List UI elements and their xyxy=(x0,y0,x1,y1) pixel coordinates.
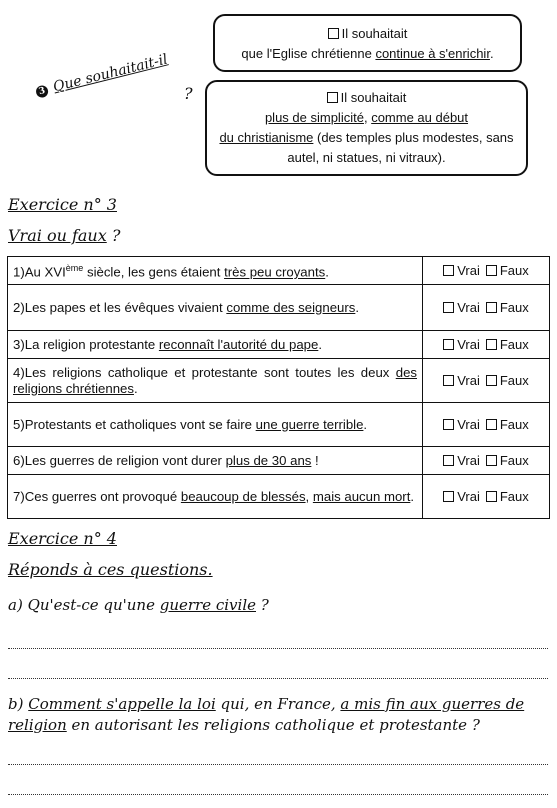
true-checkbox[interactable] xyxy=(443,375,454,386)
true-label: Vrai xyxy=(457,299,480,315)
options-cell xyxy=(423,257,550,285)
statement-text: Les papes et les évêques vivaient xyxy=(24,299,227,315)
option-a-label: Il souhaitait xyxy=(341,26,408,41)
true-label: Vrai xyxy=(457,372,480,388)
answer-line[interactable] xyxy=(8,678,548,679)
row-number: 5) xyxy=(13,416,25,432)
statement-underlined: des religions chrétiennes xyxy=(13,364,417,396)
row-number: 3) xyxy=(13,336,25,352)
option-a-box xyxy=(213,14,522,72)
question-b-prefix: b) xyxy=(8,695,29,713)
option-b-underlined-1: plus de simplicité xyxy=(264,110,364,125)
statement-underlined: plus de 30 ans xyxy=(225,452,312,468)
statement-text: , xyxy=(305,488,313,504)
answer-line[interactable] xyxy=(8,764,548,765)
table-row xyxy=(8,359,550,403)
row-number: 1) xyxy=(13,264,25,280)
statement-text: . xyxy=(325,264,329,280)
question-b-text-end: en autorisant les religions catholique et protestante ? xyxy=(66,716,480,734)
question-b-underlined-2: a mis fin aux guerres de religion xyxy=(8,695,525,734)
exercise-3-subtitle-text: Vrai ou faux xyxy=(8,226,107,245)
option-a-period: . xyxy=(489,46,494,61)
question-3-label: Que souhaitait-il xyxy=(51,51,170,96)
true-checkbox[interactable] xyxy=(443,491,454,502)
true-checkbox[interactable] xyxy=(443,419,454,430)
true-checkbox[interactable] xyxy=(443,455,454,466)
false-label: Faux xyxy=(499,488,529,504)
row-number: 6) xyxy=(13,452,25,468)
statement-cell xyxy=(8,257,423,285)
table-row xyxy=(8,285,550,331)
statement-cell xyxy=(8,331,423,359)
option-b-label: Il souhaitait xyxy=(340,90,407,105)
true-checkbox[interactable] xyxy=(443,302,454,313)
statement-text: . xyxy=(318,336,322,352)
row-number: 7) xyxy=(13,488,25,504)
option-b-underlined-3: du christianisme xyxy=(219,130,314,145)
statement-underlined: une guerre terrible xyxy=(255,416,364,432)
options-cell xyxy=(423,475,550,519)
true-label: Vrai xyxy=(457,488,480,504)
option-b-text xyxy=(217,108,516,168)
exercise-4-subtitle: Réponds à ces questions. xyxy=(8,560,213,579)
table-row xyxy=(8,257,550,285)
question-b-text: qui, en France, xyxy=(215,695,341,713)
statement-cell xyxy=(8,285,423,331)
statement-text: Ces guerres ont provoqué xyxy=(24,488,181,504)
exercise-4-title: Exercice n° 4 xyxy=(8,529,117,548)
options-cell xyxy=(423,285,550,331)
options-cell xyxy=(423,331,550,359)
statement-text: . xyxy=(410,488,415,504)
false-label: Faux xyxy=(499,262,529,278)
option-b-checkbox[interactable] xyxy=(327,92,338,103)
option-a-underlined: continue à s'enrichir xyxy=(375,46,490,61)
answer-line[interactable] xyxy=(8,648,548,649)
false-checkbox[interactable] xyxy=(486,491,497,502)
option-b-box xyxy=(205,80,528,176)
statement-underlined: beaucoup de blessés xyxy=(180,488,306,504)
statement-text: Les religions catholique et protestante sont toutes les deux xyxy=(24,364,396,380)
question-3-title xyxy=(34,51,169,99)
exercise-3-subtitle xyxy=(8,226,120,245)
false-checkbox[interactable] xyxy=(486,302,497,313)
statement-cell xyxy=(8,359,423,403)
true-false-table xyxy=(7,256,550,519)
table-row xyxy=(8,475,550,519)
true-label: Vrai xyxy=(457,416,480,432)
false-label: Faux xyxy=(499,416,529,432)
statement-text: Au XVI xyxy=(24,264,66,280)
statement-cell xyxy=(8,475,423,519)
table-row xyxy=(8,403,550,447)
statement-text: Protestants et catholiques vont se faire xyxy=(24,416,256,432)
row-number: 4) xyxy=(13,364,25,380)
options-cell xyxy=(423,359,550,403)
question-b-underlined-1: Comment s'appelle la loi xyxy=(28,695,216,713)
statement-underlined: reconnaît l'autorité du pape xyxy=(158,336,319,352)
true-checkbox[interactable] xyxy=(443,265,454,276)
statement-text: La religion protestante xyxy=(24,336,159,352)
statement-text: ! xyxy=(311,452,319,468)
statement-cell xyxy=(8,447,423,475)
row-number: 2) xyxy=(13,299,25,315)
false-checkbox[interactable] xyxy=(486,455,497,466)
true-label: Vrai xyxy=(457,336,480,352)
statement-text: . xyxy=(363,416,368,432)
option-b-post: (des temples plus modestes, sans autel, ni statues, ni vitraux). xyxy=(287,130,514,165)
option-b-underlined-2: comme au début xyxy=(371,110,469,125)
option-a-text: que l'Eglise chrétienne xyxy=(241,46,376,61)
option-b-sep: , xyxy=(363,110,372,125)
question-b xyxy=(8,694,548,736)
option-a-checkbox[interactable] xyxy=(328,28,339,39)
false-checkbox[interactable] xyxy=(486,265,497,276)
statement-text: Les guerres de religion vont durer xyxy=(24,452,226,468)
question-3-qmark: ? xyxy=(184,84,193,103)
false-label: Faux xyxy=(499,336,529,352)
true-checkbox[interactable] xyxy=(443,339,454,350)
statement-text: siècle, les gens étaient xyxy=(83,264,225,280)
statement-underlined: comme des seigneurs xyxy=(226,299,356,315)
exercise-3-title: Exercice n° 3 xyxy=(8,195,117,214)
statement-text: . xyxy=(355,299,360,315)
false-label: Faux xyxy=(499,372,529,388)
superscript: ème xyxy=(65,263,84,274)
options-cell xyxy=(423,403,550,447)
false-checkbox[interactable] xyxy=(486,419,497,430)
question-a-text: a) Qu'est-ce qu'une xyxy=(8,596,160,614)
question-a-qmark: ? xyxy=(256,596,269,614)
statement-underlined: très peu croyants xyxy=(224,264,326,280)
question-a xyxy=(8,596,269,614)
true-label: Vrai xyxy=(457,452,480,468)
exercise-3-subtitle-q: ? xyxy=(106,226,121,245)
question-number-badge: 3 xyxy=(35,84,50,99)
false-label: Faux xyxy=(499,452,529,468)
false-label: Faux xyxy=(499,299,529,315)
true-label: Vrai xyxy=(457,262,480,278)
options-cell xyxy=(423,447,550,475)
question-a-underlined: guerre civile xyxy=(159,596,256,614)
statement-text: . xyxy=(133,380,138,396)
false-checkbox[interactable] xyxy=(486,339,497,350)
statement-underlined: mais aucun mort xyxy=(312,488,411,504)
table-row xyxy=(8,447,550,475)
answer-line[interactable] xyxy=(8,794,548,795)
false-checkbox[interactable] xyxy=(486,375,497,386)
table-row xyxy=(8,331,550,359)
statement-cell xyxy=(8,403,423,447)
